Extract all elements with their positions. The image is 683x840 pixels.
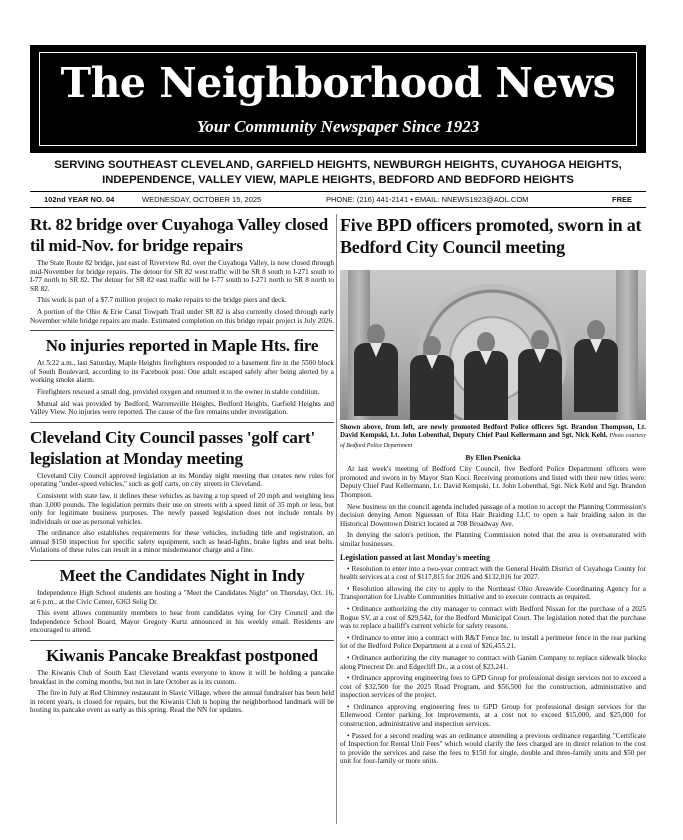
article-paragraph: A portion of the Ohio & Erie Canal Towpath Trail under SR 82 is also currently closed through early November while bridge repairs are made. Estimated completion on this bridge repair project is July 2026. bbox=[30, 307, 334, 325]
legislation-item: • Ordinance to enter into a contract with R&T Fence Inc. to install a perimeter fence in the rear parking lot of the Bedford Police Department at a cost of $26,455.21. bbox=[340, 633, 646, 651]
article-paragraph: At last week's meeting of Bedford City Council, five Bedford Police Department officers were promoted and sworn in by Mayor Stan Koci. Receiving promotions and listed with their new titles were: Deputy Chief Paul Kellermann, Lt. David Kempski, Lt. John Lobenthal, Sgt. Nick Kehl and Sgt. Brandon Thompson. bbox=[340, 465, 646, 499]
section-divider bbox=[30, 330, 334, 331]
article-paragraph: Consistent with state law, it defines these vehicles as having a top speed of 20 mph and weighing less than 3,000 pounds. The legislation permits their use on streets with a speed limit of 35 mph or less, but only for legitimate business purposes. The newly passed legislation does not include rentals by individuals or use as personal vehicles. bbox=[30, 491, 334, 526]
photo-caption bbox=[340, 423, 646, 450]
photo-credit: Photo courtesy of Bedford Police Department bbox=[340, 433, 646, 449]
article-headline: Rt. 82 bridge over Cuyahoga Valley closed til mid-Nov. for bridge repairs bbox=[30, 215, 328, 255]
flag-image bbox=[616, 270, 638, 420]
contact-info: PHONE: (216) 441-2141 • EMAIL: NNEWS1923@AOL.COM bbox=[326, 195, 529, 204]
officer-figure bbox=[574, 320, 618, 420]
masthead bbox=[30, 45, 646, 153]
article-paragraph: This event allows community members to hear from candidates vying for City Council and the Independence School Board, Mayor Gregory Kurtz announced in his weekly email. Residents are encouraged to attend. bbox=[30, 609, 334, 635]
article-paragraph: The State Route 82 bridge, just east of Riverview Rd. over the Cuyahoga Valley, is now closed through mid-November for bridge repairs. The detour for SR 82 west traffic will be SR 8 south to I-271 south to I-77 north to SR 82. The detour for SR 82 east traffic will be I-77 south to I-271 north to SR 8 north to SR 82. bbox=[30, 259, 334, 293]
officer-figure bbox=[354, 324, 398, 420]
left-column bbox=[30, 214, 334, 824]
article-paragraph: Cleveland City Council approved legislation at its Monday night meeting that creates new rules for operating "under-speed vehicles," such as golf carts, on city streets in Cleveland. bbox=[30, 471, 334, 489]
legislation-item: • Ordinance authorizing the city manager to contract with Ganim Company to replace sidewalk blocks along Pinecrest Dr. and Edgecliff Dr., at a cost of $23,241. bbox=[340, 653, 646, 671]
article-paragraph: This work is part of a $7.7 million project to make repairs to the bridge piers and deck. bbox=[37, 296, 287, 305]
issue-info-bar bbox=[30, 191, 646, 208]
legislation-item: • Resolution to enter into a two-year contract with the General Health District of Cuyahoga County for health services at a cost of $117,815 for 2026 and $132,016 for 2027. bbox=[340, 564, 646, 582]
officer-figure bbox=[464, 332, 508, 420]
legislation-item: • Passed for a second reading was an ordinance amending a previous ordinance regarding "Certificate of Inspection for Rental Unit Fees" which would clarify the fees charged are in direct relation to the cost to provide the services and raise the fees to $150 for single, double and three-family units and $50 per unit for four-family or more units. bbox=[340, 731, 646, 766]
legislation-item: • Ordinance approving engineering fees to GPD Group for professional design services not to exceed a cost of $32,500 for the 2025 Road Program, and $56,500 for the construction, administrative and inspection services of the project. bbox=[340, 674, 646, 700]
article-paragraph: The ordinance also establishes requirements for these vehicles, including title and registration, an annual $150 inspection for specific safety equipment, such as head-lights, brake lights and seat belts. Violations of these rules can result in a minor misdemeanor charge and a fine. bbox=[30, 529, 334, 555]
newspaper-tagline: Your Community Newspaper Since 1923 bbox=[196, 117, 480, 136]
masthead-frame bbox=[39, 52, 637, 146]
article-headline: Kiwanis Pancake Breakfast postponed bbox=[46, 646, 318, 666]
article-paragraph: Independence High School students are hosting a "Meet the Candidates Night" on Thursday, Oct. 16, at 6 p.m., at the Civic Center, 6363 Selig Dr. bbox=[30, 589, 334, 606]
legislation-subhead: Legislation passed at last Monday's meeting bbox=[340, 552, 491, 562]
article-kiwanis bbox=[30, 645, 334, 715]
coverage-area: SERVING SOUTHEAST CLEVELAND, GARFIELD HEIGHTS, NEWBURGH HEIGHTS, CUYAHOGA HEIGHTS, INDEPENDENCE, VALLEY VIEW, MAPLE HEIGHTS, BEDFORD AND BEDFORD HEIGHTS bbox=[54, 159, 622, 186]
article-paragraph: The fire in July at Red Chimney restaurant in Slavic Village, where the annual fundraiser has been held in recent years, is closed for repairs, but the Kiwanis Club is hoping the neighborhood landmark will be hosting its pancake event as early as this spring. Read the NN for updates. bbox=[30, 689, 334, 715]
feature-headline: Five BPD officers promoted, sworn in at Bedford City Council meeting bbox=[340, 215, 642, 257]
article-paragraph: The Kiwanis Club of South East Cleveland wants everyone to know it will be holding a pancake breakfast in the coming months, but not in late October as is its custom. bbox=[30, 669, 334, 686]
article-headline: Meet the Candidates Night in Indy bbox=[59, 566, 305, 586]
article-fire bbox=[30, 335, 334, 417]
section-divider bbox=[30, 640, 334, 641]
legislation-item: • Resolution allowing the city to apply to the Northeast Ohio Areawide Coordinating Agency for a Transportation for Livable Communities Initiative and to execute contracts as required. bbox=[340, 584, 646, 602]
byline: By Ellen Psenicka bbox=[465, 454, 521, 463]
issue-number: 102nd YEAR NO. 04 bbox=[44, 195, 115, 204]
article-paragraph: At 5:22 a.m., last Saturday, Maple Heights firefighters responded to a basement fire in the 5500 block of South Boulevard, according to its Facebook post. One adult escaped safely after being alerted by a working smoke alarm. bbox=[30, 359, 334, 385]
officers-photo bbox=[340, 270, 646, 420]
article-bridge bbox=[30, 214, 334, 325]
article-headline: Cleveland City Council passes 'golf cart' legislation at Monday meeting bbox=[30, 427, 316, 468]
right-column bbox=[340, 214, 646, 824]
article-paragraph: Firefighters rescued a small dog, provided oxygen and returned it to the owner in stable condition. bbox=[37, 387, 320, 396]
caption-text: Shown above, from left, are newly promoted Bedford Police officers Sgt. Brandon Thompson, Lt. David Kempski, Lt. John Lobenthal, Deputy Chief Paul Kellermann and Sgt. Nick Kehl. bbox=[340, 423, 646, 440]
section-divider bbox=[30, 422, 334, 423]
column-divider bbox=[336, 214, 337, 824]
newspaper-title: The Neighborhood News bbox=[60, 59, 616, 107]
legislation-item: • Ordinance authorizing the city manager to contract with Bedford Nissan for the purchase of a 2025 Rogue SV, at a cost of $29,542, for the Bedford Municipal Court. The legislation noted that the purchase was to replace a bailiff's current vehicle for safety reasons. bbox=[340, 604, 646, 631]
article-candidates-night bbox=[30, 565, 334, 635]
article-paragraph: Mutual aid was provided by Bedford, Warrensville Heights, Bedford Heights, Garfield Heights and Valley View. No injuries were reported. The cause of the fire remains under investigation. bbox=[30, 399, 334, 417]
price: FREE bbox=[611, 195, 632, 204]
officer-figure bbox=[410, 336, 454, 420]
article-headline: No injuries reported in Maple Hts. fire bbox=[45, 336, 319, 356]
article-golf-cart bbox=[30, 427, 334, 555]
officer-figure bbox=[518, 330, 562, 420]
section-divider bbox=[30, 560, 334, 561]
article-paragraph: In denying the salon's petition, the Planning Commission noted that the area is oversaturated with similar businesses. bbox=[340, 531, 646, 548]
legislation-item: • Ordinance approving engineering fees to GPD Group for professional design services for the Ellenwood Center parking lot improvements, at a cost not to exceed $15,000, and $25,000 for construction, administrative and inspection services. bbox=[340, 702, 646, 729]
article-paragraph: New business on the council agenda included passage of a motion to accept the Planning Commission's decision denying Amon Nguessan of Rita Hair Braiding LLC to open a hair braiding salon in the Historical Downtown District located at 708 Broadway Ave. bbox=[340, 502, 646, 528]
issue-date: WEDNESDAY, OCTOBER 15, 2025 bbox=[142, 195, 262, 204]
